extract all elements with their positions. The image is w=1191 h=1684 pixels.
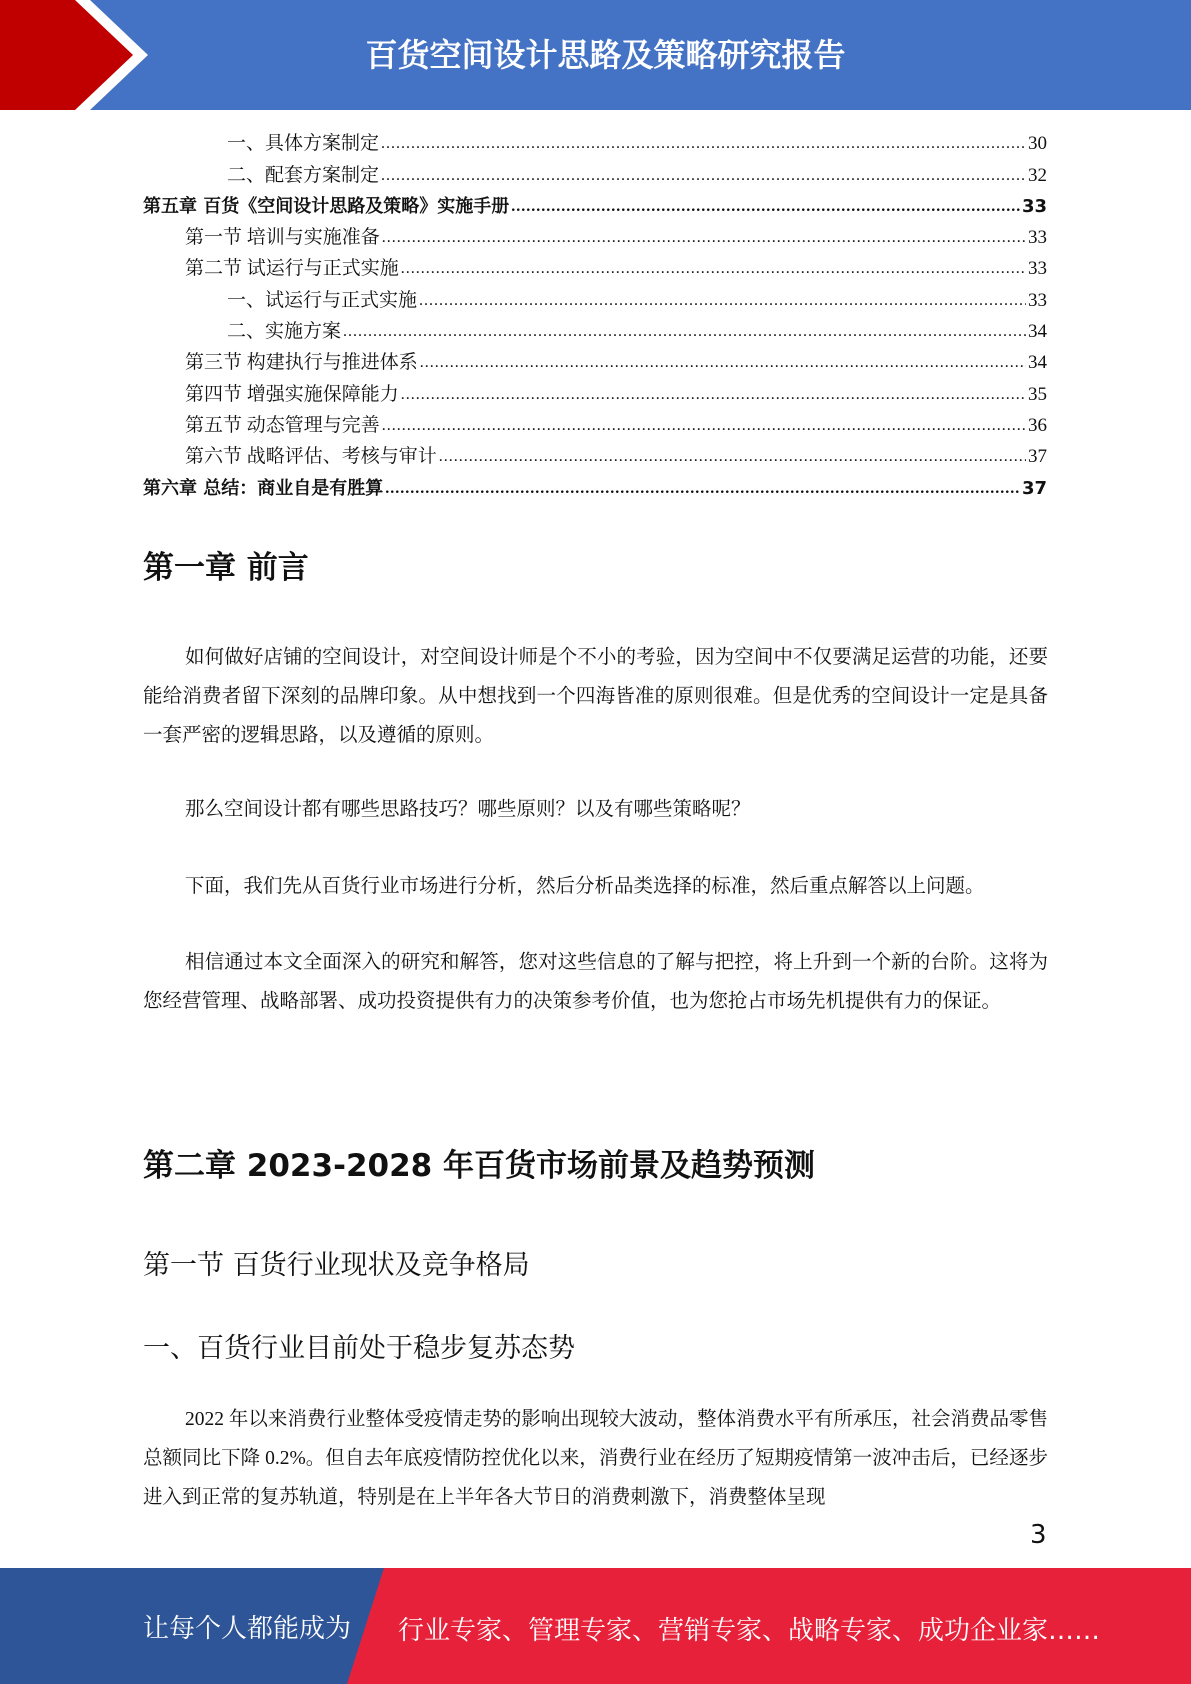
- toc-entry[interactable]: [143, 284, 1047, 315]
- toc-entry[interactable]: [143, 316, 1047, 347]
- toc-entry-text: 第三节 构建执行与推进体系: [185, 352, 418, 374]
- page-header: [0, 0, 1191, 110]
- toc-leader-dots: [381, 160, 1026, 191]
- body-paragraph: 如何做好店铺的空间设计，对空间设计师是个不小的考验，因为空间中不仅要满足运营的功能，还要能给消费者留下深刻的品牌印象。从中想找到一个四海皆准的原则很难。但是优秀的空间设计一定是具备一套严密的逻辑思路，以及遵循的原则。: [143, 647, 1048, 746]
- toc-entry-page: 34: [1028, 352, 1047, 374]
- toc-leader-dots: [401, 379, 1026, 410]
- toc-leader-dots: [385, 473, 1020, 504]
- toc-entry-page: 35: [1028, 383, 1047, 405]
- toc-entry[interactable]: [143, 253, 1047, 284]
- toc-entry-page: 33: [1021, 195, 1047, 217]
- toc-entry[interactable]: [143, 441, 1047, 472]
- toc-leader-dots: [511, 191, 1020, 222]
- toc-entry-page: 32: [1028, 164, 1047, 186]
- toc-entry[interactable]: [143, 191, 1047, 222]
- body-paragraph: 2022 年以来消费行业整体受疫情走势的影响出现较大波动，整体消费水平有所承压，社会消费品零售总额同比下降 0.2%。但自去年底疫情防控优化以来，消费行业在经历了短期疫情第一波冲击后，已经逐步进入到正常的复苏轨道，特别是在上半年各大节日的消费刺激下，消费整体呈现: [143, 1409, 1048, 1508]
- table-of-contents: [143, 128, 1047, 504]
- toc-leader-dots: [382, 222, 1026, 253]
- toc-entry-text: 二、配套方案制定: [227, 164, 380, 186]
- toc-entry-text: 二、实施方案: [227, 321, 342, 343]
- toc-entry-text: 第二节 试运行与正式实施: [185, 258, 399, 280]
- toc-entry-text: 第六章 总结：商业自是有胜算: [143, 477, 384, 499]
- toc-entry-text: 第四节 增强实施保障能力: [185, 383, 399, 405]
- toc-entry-page: 37: [1021, 477, 1047, 499]
- toc-leader-dots: [439, 441, 1026, 472]
- toc-entry[interactable]: [143, 222, 1047, 253]
- toc-entry[interactable]: [143, 472, 1047, 503]
- toc-entry-page: 36: [1028, 414, 1047, 436]
- body-paragraph: 那么空间设计都有哪些思路技巧？哪些原则？以及有哪些策略呢？: [185, 799, 751, 820]
- toc-leader-dots: [419, 285, 1026, 316]
- toc-entry[interactable]: [143, 410, 1047, 441]
- page-number: 3: [1030, 1520, 1047, 1550]
- toc-entry-page: 34: [1028, 321, 1047, 343]
- toc-entry[interactable]: [143, 378, 1047, 409]
- toc-leader-dots: [382, 410, 1026, 441]
- chapter-heading: 第二章 2023-2028 年百货市场前景及趋势预测: [143, 1148, 816, 1184]
- header-title: 百货空间设计思路及策略研究报告: [365, 36, 846, 74]
- toc-leader-dots: [381, 128, 1026, 159]
- toc-entry-page: 33: [1028, 289, 1047, 311]
- toc-entry[interactable]: [143, 347, 1047, 378]
- toc-leader-dots: [343, 316, 1026, 347]
- toc-entry-text: 第五节 动态管理与完善: [185, 414, 380, 436]
- footer-slogan-left: 让每个人都能成为: [143, 1614, 352, 1644]
- toc-leader-dots: [401, 253, 1026, 284]
- toc-entry-text: 第六节 战略评估、考核与审计: [185, 446, 437, 468]
- toc-entry-page: 37: [1028, 446, 1047, 468]
- body-paragraph: 相信通过本文全面深入的研究和解答，您对这些信息的了解与把控，将上升到一个新的台阶。这将为您经营管理、战略部署、成功投资提供有力的决策参考价值，也为您抢占市场先机提供有力的保证。: [143, 952, 1048, 1012]
- page-footer: [0, 1568, 1191, 1684]
- toc-entry-text: 一、具体方案制定: [227, 133, 380, 155]
- toc-entry-page: 30: [1028, 133, 1047, 155]
- toc-entry-text: 第五章 百货《空间设计思路及策略》实施手册: [143, 195, 510, 217]
- subsection-heading: 一、百货行业目前处于稳步复苏态势: [143, 1333, 575, 1364]
- toc-entry[interactable]: [143, 159, 1047, 190]
- toc-entry-page: 33: [1028, 258, 1047, 280]
- body-paragraph: 下面，我们先从百货行业市场进行分析，然后分析品类选择的标准，然后重点解答以上问题。: [185, 876, 985, 897]
- footer-slogan-right: 行业专家、管理专家、营销专家、战略专家、成功企业家……: [398, 1616, 1101, 1646]
- toc-leader-dots: [420, 347, 1026, 378]
- toc-entry[interactable]: [143, 128, 1047, 159]
- section-heading: 第一节 百货行业现状及竞争格局: [143, 1250, 530, 1281]
- toc-entry-text: 一、试运行与正式实施: [227, 289, 418, 311]
- toc-entry-page: 33: [1028, 227, 1047, 249]
- chapter-heading: 第一章 前言: [143, 550, 309, 586]
- toc-entry-text: 第一节 培训与实施准备: [185, 227, 380, 249]
